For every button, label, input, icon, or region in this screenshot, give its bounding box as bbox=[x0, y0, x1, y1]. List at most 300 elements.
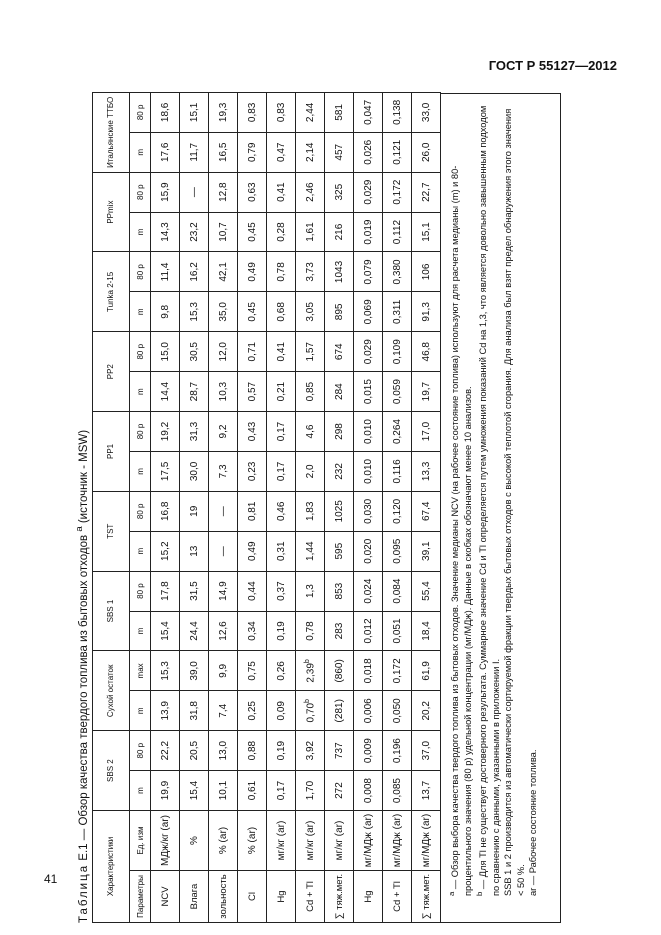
cell-value: 0,010 bbox=[362, 458, 374, 484]
note-a-mark: a bbox=[447, 891, 456, 896]
cell-value: 0,37 bbox=[275, 581, 287, 601]
table-cell bbox=[267, 491, 296, 531]
cell-value: (860) bbox=[333, 659, 345, 683]
cell-value: 16,5 bbox=[217, 142, 229, 162]
table-cell bbox=[209, 731, 238, 771]
cell-value: 674 bbox=[333, 343, 345, 361]
table-cell bbox=[325, 531, 354, 571]
cell-value: 0,17 bbox=[275, 421, 287, 442]
row-param: NCV bbox=[151, 871, 180, 923]
cell-value: 1,70 bbox=[304, 780, 316, 801]
cell-value: 15,2 bbox=[159, 541, 171, 561]
table-cell bbox=[151, 92, 180, 132]
table-cell bbox=[354, 571, 383, 611]
caption-prefix: Таблица bbox=[77, 863, 90, 923]
table-cell bbox=[412, 771, 441, 811]
header-characteristics: Характеристики bbox=[93, 810, 130, 922]
table-cell bbox=[151, 332, 180, 372]
caption-text: Е.1 — Обзор качества твердого топлива из бытовых отходов bbox=[77, 531, 90, 864]
table-cell bbox=[354, 332, 383, 372]
table-cell bbox=[180, 92, 209, 132]
cell-value: 0,018 bbox=[362, 658, 374, 684]
table-cell bbox=[412, 292, 441, 332]
table-cell bbox=[354, 412, 383, 452]
cell-value: 22,7 bbox=[420, 182, 432, 202]
cell-value: 0,26 bbox=[275, 661, 287, 681]
cell-value: 12,0 bbox=[217, 342, 229, 362]
table-cell bbox=[209, 92, 238, 132]
cell-value: 0,015 bbox=[362, 379, 374, 405]
cell-value: 0,084 bbox=[391, 578, 403, 604]
table-cell bbox=[180, 292, 209, 332]
table-cell bbox=[151, 412, 180, 452]
table-cell bbox=[238, 451, 267, 491]
cell-value: 61,9 bbox=[420, 661, 432, 681]
group-tunka: Tunka 2-15 bbox=[93, 252, 130, 332]
cell-value: 37,0 bbox=[420, 740, 432, 761]
cell-value: 30,5 bbox=[188, 342, 200, 362]
table-cell bbox=[296, 691, 325, 731]
page-number: 41 bbox=[44, 872, 58, 886]
table-cell bbox=[296, 172, 325, 212]
cell-value: 0,17 bbox=[275, 461, 287, 482]
cell-value: 0,70 bbox=[305, 702, 317, 723]
subheader-m: m bbox=[130, 451, 151, 491]
cell-value: 15,0 bbox=[159, 342, 171, 362]
cell-value: 0,85 bbox=[304, 381, 316, 402]
table-cell bbox=[325, 611, 354, 651]
table-cell bbox=[267, 332, 296, 372]
cell-value: 15,9 bbox=[159, 182, 171, 202]
cell-value: 20,2 bbox=[420, 701, 432, 721]
cell-value: 0,63 bbox=[246, 182, 258, 202]
table-cell bbox=[325, 212, 354, 252]
cell-value: 39,1 bbox=[420, 541, 432, 561]
table-cell bbox=[267, 611, 296, 651]
cell-value: 0,19 bbox=[275, 621, 287, 641]
header-params: Параметры bbox=[130, 871, 151, 923]
table-cell bbox=[354, 491, 383, 531]
cell-value: 11,4 bbox=[159, 262, 171, 282]
cell-value: 12,6 bbox=[217, 621, 229, 641]
subheader-max: max bbox=[130, 651, 151, 691]
cell-value: 0,61 bbox=[246, 780, 258, 801]
cell-value: 2,14 bbox=[304, 142, 316, 162]
subheader-p80: 80 p bbox=[130, 92, 151, 132]
table-cell bbox=[412, 571, 441, 611]
header-row-1 bbox=[93, 92, 130, 922]
cell-value: 10,7 bbox=[217, 222, 229, 242]
cell-value: 19,9 bbox=[159, 780, 171, 801]
cell-value: 272 bbox=[333, 782, 345, 799]
table-cell bbox=[296, 451, 325, 491]
cell-value: 91,3 bbox=[420, 302, 432, 322]
table-cell bbox=[412, 252, 441, 292]
cell-value: 31,5 bbox=[188, 581, 200, 601]
table-cell bbox=[180, 531, 209, 571]
table-cell bbox=[354, 691, 383, 731]
cell-value: 0,23 bbox=[246, 461, 258, 482]
table-cell bbox=[151, 292, 180, 332]
cell-value: 0,47 bbox=[275, 142, 287, 162]
cell-value: 16,8 bbox=[159, 501, 171, 522]
row-unit: мг/МДж (ar) bbox=[383, 810, 412, 870]
subheader-m: m bbox=[130, 212, 151, 252]
table-cell bbox=[383, 651, 412, 691]
cell-value: 15,3 bbox=[188, 302, 200, 322]
table-cell bbox=[180, 372, 209, 412]
table-cell bbox=[209, 252, 238, 292]
table-cell bbox=[354, 172, 383, 212]
cell-value: 15,4 bbox=[188, 780, 200, 801]
table-cell bbox=[267, 771, 296, 811]
row-param: Hg bbox=[354, 871, 383, 923]
table-cell bbox=[180, 212, 209, 252]
table-cell bbox=[383, 92, 412, 132]
cell-value: — bbox=[188, 187, 200, 198]
cell-value: 28,7 bbox=[188, 381, 200, 402]
cell-value: 0,57 bbox=[246, 381, 258, 402]
table-cell bbox=[151, 451, 180, 491]
cell-value: 0,25 bbox=[246, 701, 258, 721]
table-cell bbox=[325, 292, 354, 332]
table-cell bbox=[383, 132, 412, 172]
cell-value: 0,31 bbox=[275, 541, 287, 561]
table-cell bbox=[354, 651, 383, 691]
table-cell bbox=[267, 172, 296, 212]
table-cell bbox=[325, 651, 354, 691]
table-cell bbox=[238, 252, 267, 292]
cell-value: 19,3 bbox=[217, 102, 229, 123]
cell-value: 0,49 bbox=[246, 541, 258, 561]
cell-value: 13 bbox=[188, 545, 200, 557]
table-cell bbox=[238, 691, 267, 731]
cell-value: 42,1 bbox=[217, 262, 229, 282]
cell-value: 9,9 bbox=[217, 663, 229, 678]
cell-value: 0,78 bbox=[275, 262, 287, 282]
cell-value: 17,8 bbox=[159, 581, 171, 601]
cell-value: 14,9 bbox=[217, 581, 229, 601]
table-cell bbox=[151, 651, 180, 691]
cell-value: 31,8 bbox=[188, 701, 200, 721]
table-cell bbox=[209, 372, 238, 412]
table-cell bbox=[238, 731, 267, 771]
cell-value: 0,41 bbox=[275, 182, 287, 202]
cell-value: 17,0 bbox=[420, 421, 432, 442]
cell-value: (281) bbox=[333, 699, 345, 723]
cell-value: 0,109 bbox=[391, 339, 403, 365]
table-cell bbox=[383, 451, 412, 491]
cell-value: 2,39 bbox=[305, 663, 317, 683]
table-cell bbox=[383, 212, 412, 252]
table-cell bbox=[383, 292, 412, 332]
cell-value: 325 bbox=[333, 183, 345, 201]
caption-sup: a bbox=[74, 526, 85, 532]
table-cell bbox=[267, 731, 296, 771]
cell-value: 39,0 bbox=[188, 661, 200, 681]
table-cell bbox=[267, 212, 296, 252]
group-italian: Итальянские ТТБО bbox=[93, 92, 130, 172]
table-cell bbox=[209, 412, 238, 452]
table-cell bbox=[151, 731, 180, 771]
cell-value: 0,120 bbox=[391, 498, 403, 524]
table-cell bbox=[209, 212, 238, 252]
cell-value: 0,010 bbox=[362, 419, 374, 445]
cell-value: 14,3 bbox=[159, 222, 171, 242]
table-cell bbox=[209, 611, 238, 651]
row-param: ∑ тяж.мет. bbox=[325, 871, 354, 923]
footnote-b-mark: b bbox=[303, 659, 311, 664]
table-cell bbox=[325, 731, 354, 771]
cell-value: 0,020 bbox=[362, 538, 374, 564]
table-cell bbox=[325, 691, 354, 731]
subheader-p80: 80 p bbox=[130, 172, 151, 212]
table-row bbox=[354, 92, 383, 922]
cell-value: 0,45 bbox=[246, 302, 258, 322]
table-cell bbox=[209, 292, 238, 332]
cell-value: 15,3 bbox=[159, 661, 171, 681]
table-cell bbox=[383, 731, 412, 771]
fuel-quality-table bbox=[92, 92, 441, 923]
cell-value: 0,121 bbox=[391, 139, 403, 165]
cell-value: 17,5 bbox=[159, 461, 171, 482]
cell-value: 0,43 bbox=[246, 421, 258, 442]
table-cell bbox=[209, 691, 238, 731]
cell-value: 0,047 bbox=[362, 99, 374, 125]
cell-value: 13,9 bbox=[159, 701, 171, 721]
table-cell bbox=[412, 611, 441, 651]
cell-value: 0,78 bbox=[304, 621, 316, 641]
cell-value: 0,75 bbox=[246, 661, 258, 681]
table-cell bbox=[383, 172, 412, 212]
cell-value: 0,68 bbox=[275, 302, 287, 322]
table-cell bbox=[180, 451, 209, 491]
cell-value: 0,008 bbox=[362, 778, 374, 804]
note-a bbox=[446, 102, 474, 896]
row-param: Cd + Tl bbox=[296, 871, 325, 923]
cell-value: 24,4 bbox=[188, 621, 200, 641]
table-cell bbox=[267, 451, 296, 491]
note-c: SSB 1 и 2 производится из автоматически сортируемой фракции твердых бытовых отходов с высокой теплотой сгорания. Для анализа был взят предел обнаружения этого значения < 50 %. bbox=[503, 108, 526, 896]
subheader-p80: 80 p bbox=[130, 491, 151, 531]
table-cell bbox=[267, 691, 296, 731]
table-cell bbox=[267, 132, 296, 172]
cell-value: 0,21 bbox=[275, 381, 287, 402]
cell-value: 0,006 bbox=[362, 698, 374, 724]
cell-value: 0,172 bbox=[391, 179, 403, 205]
subheader-m: m bbox=[130, 691, 151, 731]
subheader-p80: 80 p bbox=[130, 252, 151, 292]
cell-value: 0,44 bbox=[246, 581, 258, 601]
table-cell bbox=[383, 771, 412, 811]
table-cell bbox=[209, 132, 238, 172]
cell-value: 10,1 bbox=[217, 780, 229, 801]
cell-value: 0,17 bbox=[275, 780, 287, 801]
table-cell bbox=[209, 531, 238, 571]
cell-value: 0,009 bbox=[362, 738, 374, 764]
cell-value: 0,029 bbox=[362, 179, 374, 205]
row-param: Cd + Tl bbox=[383, 871, 412, 923]
cell-value: 0,28 bbox=[275, 222, 287, 242]
standard-number: ГОСТ Р 55127—2012 bbox=[488, 58, 617, 73]
header-unit: Ед. изм bbox=[130, 810, 151, 870]
cell-value: 0,79 bbox=[246, 142, 258, 162]
cell-value: 1025 bbox=[333, 500, 345, 523]
table-cell bbox=[296, 491, 325, 531]
table-cell bbox=[209, 571, 238, 611]
cell-value: 19 bbox=[188, 505, 200, 517]
cell-value: — bbox=[217, 546, 229, 557]
table-cell bbox=[180, 491, 209, 531]
table-row bbox=[296, 92, 325, 922]
table-row bbox=[238, 92, 267, 922]
cell-value: 18,6 bbox=[159, 102, 171, 123]
cell-value: 0,079 bbox=[362, 259, 374, 285]
cell-value: 11,7 bbox=[188, 142, 200, 162]
table-cell bbox=[412, 212, 441, 252]
row-unit: мг/кг (ar) bbox=[296, 810, 325, 870]
subheader-m: m bbox=[130, 292, 151, 332]
table-cell bbox=[412, 372, 441, 412]
subheader-m: m bbox=[130, 132, 151, 172]
table-cell bbox=[151, 212, 180, 252]
table-cell bbox=[267, 651, 296, 691]
cell-value: 55,4 bbox=[420, 581, 432, 601]
table-cell bbox=[209, 332, 238, 372]
table-row bbox=[383, 92, 412, 922]
cell-value: 15,1 bbox=[420, 222, 432, 242]
table-cell bbox=[180, 412, 209, 452]
cell-value: 20,5 bbox=[188, 740, 200, 761]
table-cell bbox=[151, 172, 180, 212]
table-cell bbox=[354, 132, 383, 172]
table-cell bbox=[296, 332, 325, 372]
cell-value: 23,2 bbox=[188, 222, 200, 242]
table-cell bbox=[354, 92, 383, 132]
note-b-mark: b bbox=[475, 891, 485, 896]
cell-value: 0,085 bbox=[391, 778, 403, 804]
table-cell bbox=[238, 292, 267, 332]
table-row bbox=[209, 92, 238, 922]
table-row bbox=[325, 92, 354, 922]
table-cell bbox=[325, 491, 354, 531]
cell-value: 2,0 bbox=[304, 464, 316, 479]
table-cell bbox=[151, 252, 180, 292]
group-sbs1: SBS 1 bbox=[93, 571, 130, 651]
cell-value: 0,026 bbox=[362, 139, 374, 165]
cell-value: 298 bbox=[333, 423, 345, 440]
note-b bbox=[474, 102, 502, 896]
cell-value: 853 bbox=[333, 582, 345, 600]
cell-value: 15,4 bbox=[159, 621, 171, 641]
table-cell bbox=[151, 611, 180, 651]
table-cell bbox=[180, 252, 209, 292]
row-param: Cl bbox=[238, 871, 267, 923]
cell-value: 2,44 bbox=[304, 102, 316, 123]
table-cell bbox=[412, 491, 441, 531]
cell-value: 2,46 bbox=[304, 182, 316, 202]
cell-value: 7,3 bbox=[217, 464, 229, 479]
footnote-b-mark: b bbox=[303, 699, 311, 703]
table-cell bbox=[325, 771, 354, 811]
cell-value: 0,051 bbox=[391, 618, 403, 644]
table-cell bbox=[412, 132, 441, 172]
cell-value: 0,024 bbox=[362, 578, 374, 604]
table-cell bbox=[238, 531, 267, 571]
table-cell bbox=[354, 292, 383, 332]
cell-value: 0,88 bbox=[246, 740, 258, 761]
row-param: Hg bbox=[267, 871, 296, 923]
table-cell bbox=[238, 332, 267, 372]
table-cell bbox=[296, 372, 325, 412]
table-cell bbox=[412, 451, 441, 491]
cell-value: 0,81 bbox=[246, 501, 258, 522]
cell-value: 1043 bbox=[333, 260, 345, 284]
table-cell bbox=[296, 611, 325, 651]
cell-value: 0,49 bbox=[246, 262, 258, 282]
cell-value: 0,83 bbox=[246, 102, 258, 123]
table-cell bbox=[180, 771, 209, 811]
cell-value: 0,46 bbox=[275, 501, 287, 522]
table-cell bbox=[354, 372, 383, 412]
group-pp1: PP1 bbox=[93, 412, 130, 492]
cell-value: 457 bbox=[333, 143, 345, 161]
cell-value: 595 bbox=[333, 542, 345, 560]
cell-value: 13,3 bbox=[420, 461, 432, 482]
table-cell bbox=[412, 691, 441, 731]
table-cell bbox=[354, 451, 383, 491]
cell-value: 30,0 bbox=[188, 461, 200, 482]
table-cell bbox=[412, 531, 441, 571]
table-cell bbox=[296, 731, 325, 771]
cell-value: 581 bbox=[333, 104, 345, 121]
cell-value: 0,264 bbox=[391, 419, 403, 445]
cell-value: 3,73 bbox=[304, 262, 316, 282]
row-unit: % (ar) bbox=[238, 810, 267, 870]
group-ppmix: PPmix bbox=[93, 172, 130, 252]
row-unit: % bbox=[180, 810, 209, 870]
cell-value: 31,3 bbox=[188, 421, 200, 442]
table-cell bbox=[238, 172, 267, 212]
table-cell bbox=[354, 531, 383, 571]
table-cell bbox=[296, 252, 325, 292]
table-cell bbox=[180, 571, 209, 611]
cell-value: 0,196 bbox=[391, 738, 403, 764]
cell-value: 0,112 bbox=[391, 219, 403, 245]
rotated-table-block bbox=[72, 93, 593, 923]
table-cell bbox=[325, 172, 354, 212]
table-cell bbox=[383, 252, 412, 292]
table-cell bbox=[209, 771, 238, 811]
row-unit: мг/кг (ar) bbox=[325, 810, 354, 870]
row-param: ∑ тяж.мет. bbox=[412, 871, 441, 923]
cell-value: 1,83 bbox=[304, 501, 316, 522]
cell-value: 35,0 bbox=[217, 302, 229, 322]
table-cell bbox=[383, 412, 412, 452]
table-cell bbox=[383, 611, 412, 651]
table-cell bbox=[325, 372, 354, 412]
row-unit: мг/МДж (ar) bbox=[412, 810, 441, 870]
cell-value: 12,8 bbox=[217, 182, 229, 202]
header-row-2 bbox=[130, 92, 151, 922]
subheader-p80: 80 p bbox=[130, 412, 151, 452]
row-param: зольность bbox=[209, 871, 238, 923]
table-cell bbox=[325, 571, 354, 611]
table-cell bbox=[209, 172, 238, 212]
cell-value: 0,311 bbox=[391, 299, 403, 324]
table-cell bbox=[238, 771, 267, 811]
cell-value: 26,0 bbox=[420, 142, 432, 162]
